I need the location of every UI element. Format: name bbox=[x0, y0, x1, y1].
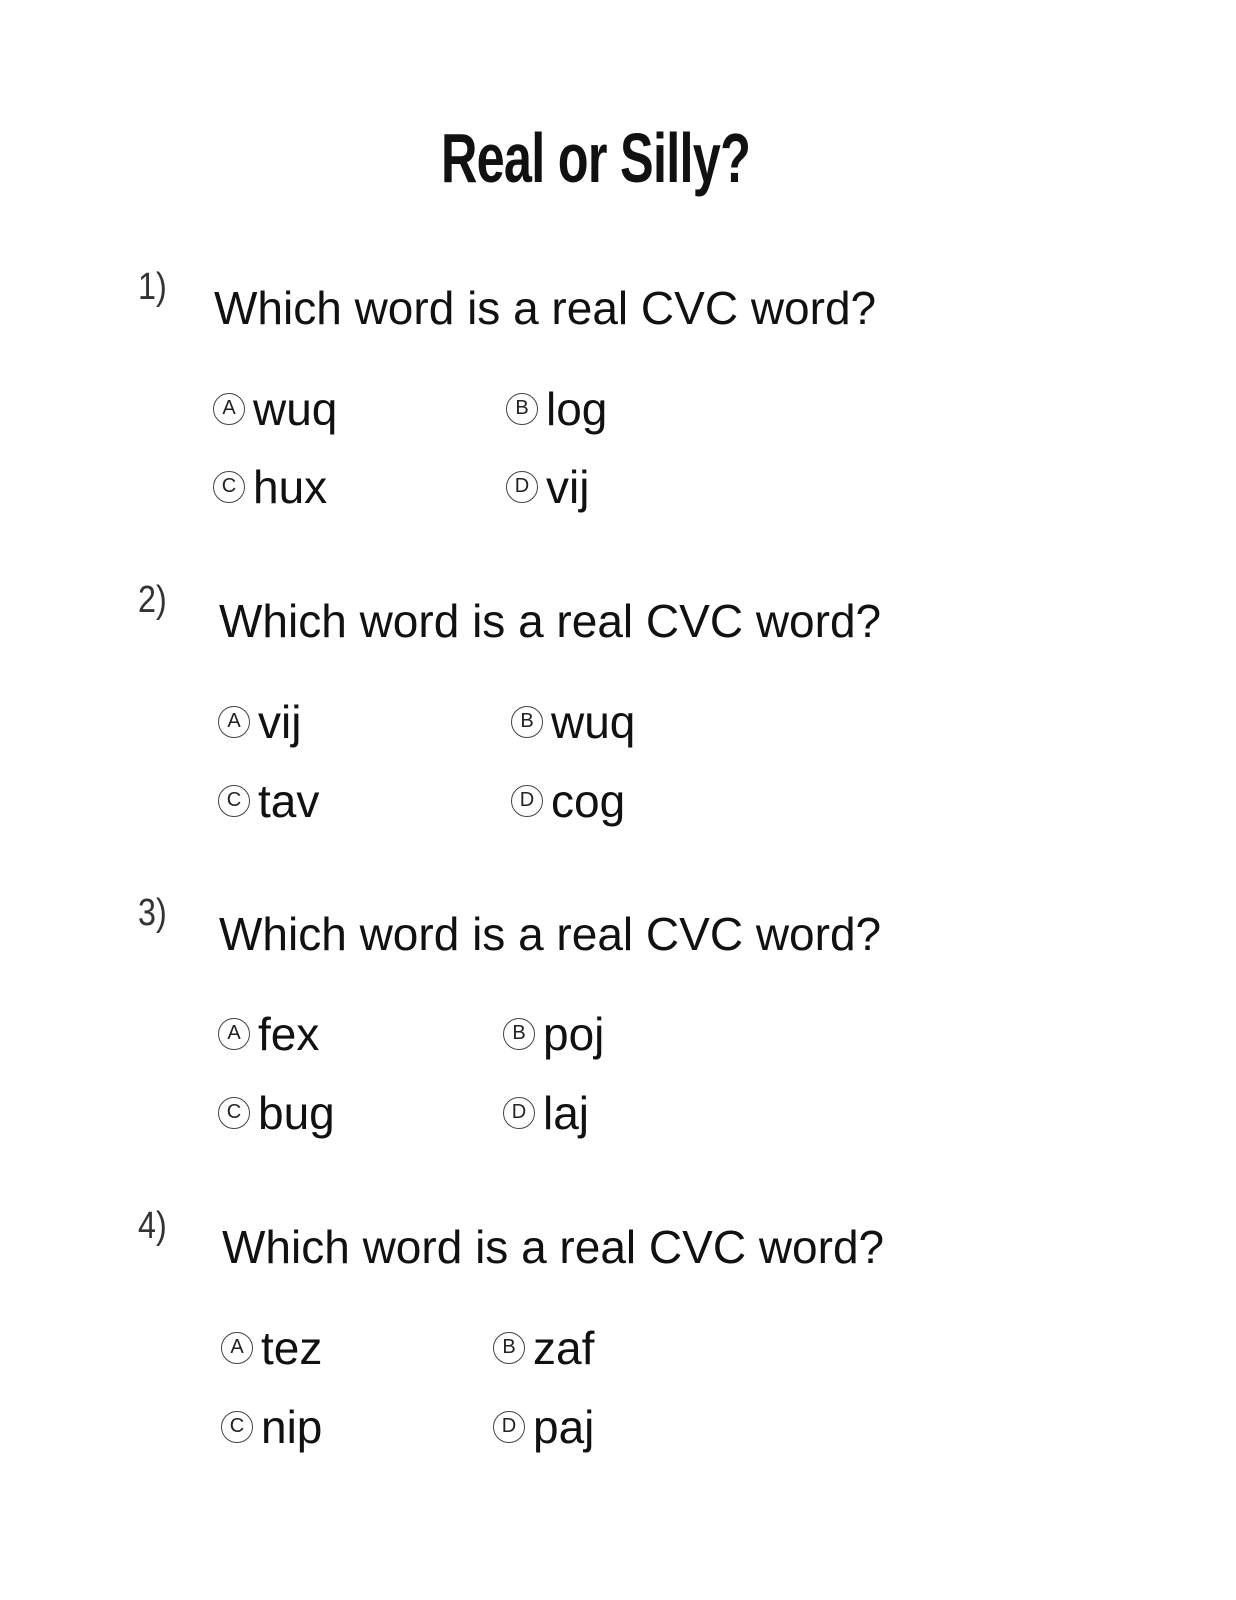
answer-bubble-b[interactable]: B bbox=[493, 1332, 525, 1364]
option-b[interactable] bbox=[506, 383, 608, 435]
option-word: zaf bbox=[533, 1322, 595, 1374]
option-word: vij bbox=[546, 461, 590, 513]
option-a[interactable] bbox=[218, 696, 302, 748]
option-b[interactable] bbox=[493, 1322, 595, 1374]
option-word: wuq bbox=[253, 383, 338, 435]
answer-bubble-b[interactable]: B bbox=[503, 1018, 535, 1050]
answer-bubble-c[interactable]: C bbox=[218, 785, 250, 817]
answer-bubble-b[interactable]: B bbox=[511, 706, 543, 738]
question-prompt: Which word is a real CVC word? bbox=[219, 908, 882, 960]
option-d[interactable] bbox=[503, 1087, 590, 1139]
option-word: hux bbox=[253, 461, 328, 513]
option-d[interactable] bbox=[511, 775, 626, 827]
answer-bubble-b[interactable]: B bbox=[506, 393, 538, 425]
option-a[interactable] bbox=[221, 1322, 323, 1374]
option-word: bug bbox=[258, 1087, 335, 1139]
answer-bubble-a[interactable]: A bbox=[221, 1332, 253, 1364]
answer-bubble-c[interactable]: C bbox=[218, 1097, 250, 1129]
option-c[interactable] bbox=[213, 461, 328, 513]
option-a[interactable] bbox=[218, 1008, 320, 1060]
question-number: 3) bbox=[138, 892, 167, 934]
option-word: nip bbox=[261, 1401, 323, 1453]
option-word: log bbox=[546, 383, 608, 435]
answer-bubble-d[interactable]: D bbox=[503, 1097, 535, 1129]
answer-bubble-d[interactable]: D bbox=[493, 1411, 525, 1443]
option-word: tav bbox=[258, 775, 320, 827]
option-word: tez bbox=[261, 1322, 323, 1374]
option-c[interactable] bbox=[221, 1401, 323, 1453]
question-prompt: Which word is a real CVC word? bbox=[214, 282, 877, 334]
option-word: cog bbox=[551, 775, 626, 827]
answer-bubble-a[interactable]: A bbox=[218, 706, 250, 738]
option-word: paj bbox=[533, 1401, 595, 1453]
question-number: 2) bbox=[138, 579, 167, 621]
question-number: 1) bbox=[138, 266, 167, 308]
answer-bubble-c[interactable]: C bbox=[213, 471, 245, 503]
option-c[interactable] bbox=[218, 775, 320, 827]
option-word: vij bbox=[258, 696, 302, 748]
question-number: 4) bbox=[138, 1205, 167, 1247]
option-d[interactable] bbox=[506, 461, 590, 513]
option-word: wuq bbox=[551, 696, 636, 748]
answer-bubble-d[interactable]: D bbox=[511, 785, 543, 817]
answer-bubble-a[interactable]: A bbox=[213, 393, 245, 425]
option-word: fex bbox=[258, 1008, 320, 1060]
page-title: Real or Silly? bbox=[440, 119, 751, 197]
answer-bubble-a[interactable]: A bbox=[218, 1018, 250, 1050]
option-c[interactable] bbox=[218, 1087, 335, 1139]
question-prompt: Which word is a real CVC word? bbox=[219, 595, 882, 647]
option-d[interactable] bbox=[493, 1401, 595, 1453]
option-b[interactable] bbox=[503, 1008, 605, 1060]
option-word: laj bbox=[543, 1087, 590, 1139]
answer-bubble-d[interactable]: D bbox=[506, 471, 538, 503]
option-a[interactable] bbox=[213, 383, 338, 435]
answer-bubble-c[interactable]: C bbox=[221, 1411, 253, 1443]
option-b[interactable] bbox=[511, 696, 636, 748]
question-prompt: Which word is a real CVC word? bbox=[222, 1221, 885, 1273]
option-word: poj bbox=[543, 1008, 605, 1060]
